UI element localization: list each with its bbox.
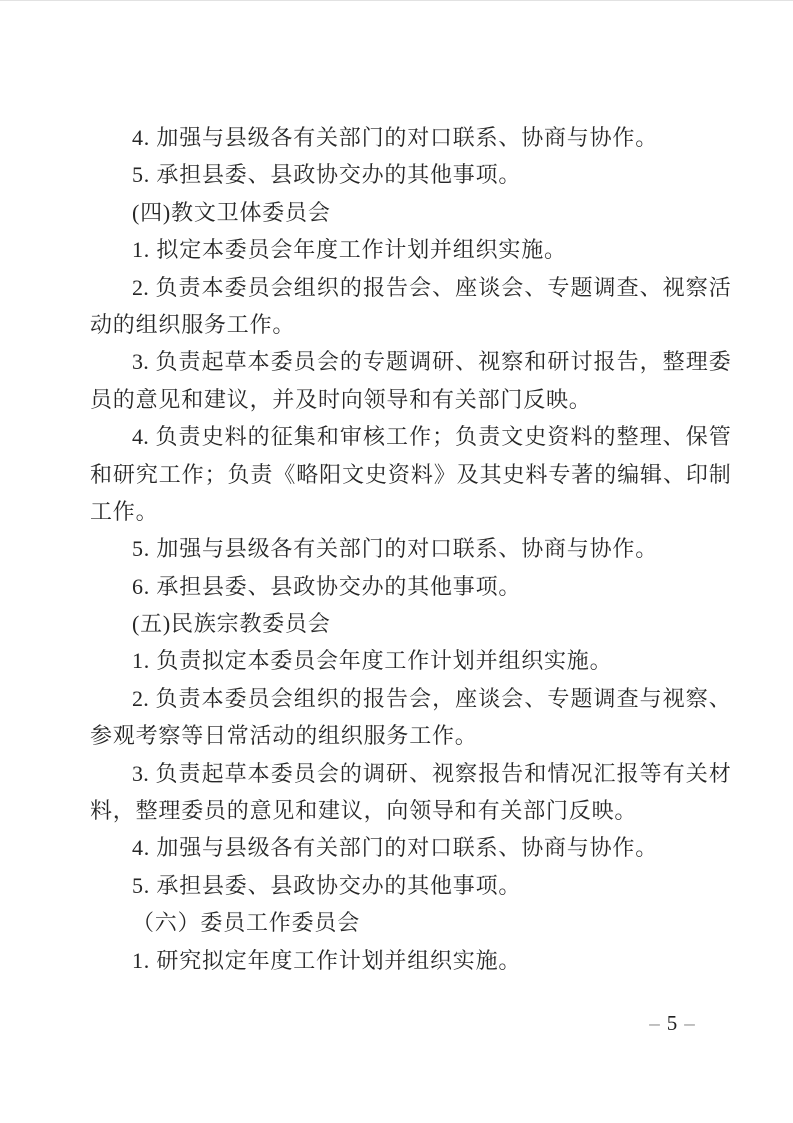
document-line: 3. 负责起草本委员会的调研、视察报告和情况汇报等有关材 bbox=[132, 760, 731, 786]
document-line: 2. 负责本委员会组织的报告会、座谈会、专题调查、视察活 bbox=[132, 274, 731, 300]
document-line: 1. 拟定本委员会年度工作计划并组织实施。 bbox=[132, 237, 567, 263]
document-line: 和研究工作；负责《略阳文史资料》及其史料专著的编辑、印制 bbox=[90, 461, 731, 487]
document-line: 1. 负责拟定本委员会年度工作计划并组织实施。 bbox=[132, 648, 613, 674]
document-line: 5. 加强与县级各有关部门的对口联系、协商与协作。 bbox=[132, 536, 659, 562]
page-number-dash-right: – bbox=[684, 1011, 695, 1035]
document-line: 5. 承担县委、县政协交办的其他事项。 bbox=[132, 162, 522, 188]
document-line: 4. 加强与县级各有关部门的对口联系、协商与协作。 bbox=[132, 835, 659, 861]
document-line: 1. 研究拟定年度工作计划并组织实施。 bbox=[132, 947, 522, 973]
page-number-dash-left: – bbox=[649, 1011, 660, 1035]
document-line: 3. 负责起草本委员会的专题调研、视察和研讨报告，整理委 bbox=[132, 349, 731, 375]
document-body bbox=[90, 119, 731, 979]
document-line: 2. 负责本委员会组织的报告会，座谈会、专题调查与视察、 bbox=[132, 685, 731, 711]
document-line: 5. 承担县委、县政协交办的其他事项。 bbox=[132, 872, 522, 898]
document-line: 动的组织服务工作。 bbox=[90, 311, 296, 337]
document-line: (五)民族宗教委员会 bbox=[132, 611, 331, 637]
document-line: 6. 承担县委、县政协交办的其他事项。 bbox=[132, 573, 522, 599]
document-line: 工作。 bbox=[90, 498, 159, 524]
page-footer bbox=[612, 1008, 732, 1038]
document-line: 4. 负责史料的征集和审核工作；负责文史资料的整理、保管 bbox=[132, 424, 731, 450]
document-line: 员的意见和建议，并及时向领导和有关部门反映。 bbox=[90, 386, 592, 412]
document-line: 料，整理委员的意见和建议，向领导和有关部门反映。 bbox=[90, 798, 638, 824]
document-line: （六）委员工作委员会 bbox=[132, 910, 361, 936]
document-line: 参观考察等日常活动的组织服务工作。 bbox=[90, 723, 478, 749]
page-number-value: 5 bbox=[666, 1011, 678, 1035]
document-line: 4. 加强与县级各有关部门的对口联系、协商与协作。 bbox=[132, 125, 659, 150]
document-line: (四)教文卫体委员会 bbox=[132, 199, 331, 225]
